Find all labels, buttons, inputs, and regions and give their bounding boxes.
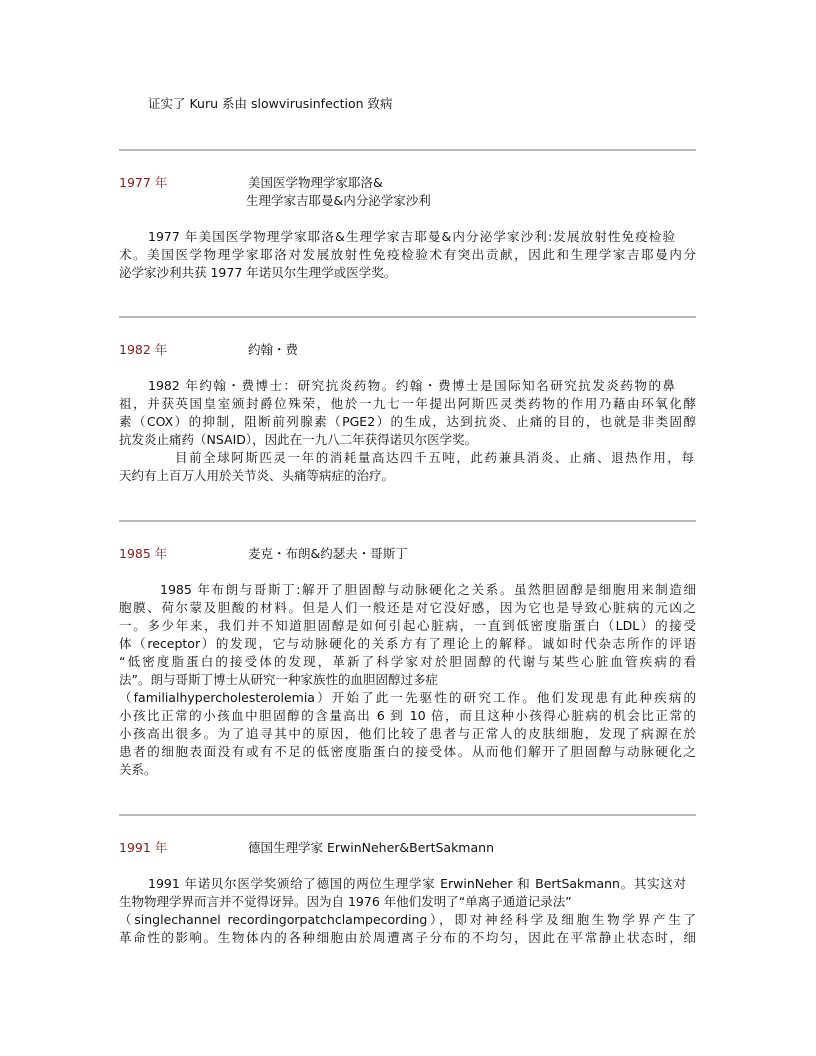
section-divider <box>119 316 696 318</box>
paragraph-line: 术。美国医学物理学家耶洛对发展放射性免疫检验术有突出贡献，因此和生理学家吉耶曼内分 <box>119 247 696 262</box>
paragraph-line: 革命性的影响。生物体内的各种细胞由於周遭离子分布的不均匀，因此在平常静止状态时，细 <box>119 930 696 945</box>
section-year: 1977 年 <box>119 175 168 190</box>
paragraph-line: 小孩高出很多。为了追寻其中的原因，他们比较了患者与正常人的皮肤细胞，发现了病源在於 <box>119 726 696 741</box>
paragraph-line: 1991 年诺贝尔医学奖颁给了德国的两位生理学家 ErwinNeher 和 BertSakmann。其实这对 <box>148 876 686 891</box>
section-title: 德国生理学家 ErwinNeher&BertSakmann <box>248 840 494 855</box>
section-year: 1991 年 <box>119 840 168 855</box>
paragraph-line: 生物物理学界而言并不觉得讶异。因为自 1976 年他们发明了“单离子通道记录法” <box>119 894 572 909</box>
paragraph-line: 1977 年美国医学物理学家耶洛&生理学家吉耶曼&内分泌学家沙利:发展放射性免疫检验 <box>148 229 675 244</box>
section-divider <box>119 814 696 816</box>
paragraph-line: 体（receptor）的发现，它与动脉硬化的关系方有了理论上的解释。诚如时代杂志所作的评语 <box>119 636 696 651</box>
paragraph-line: 一。多少年来，我们并不知道胆固醇是如何引起心脏病，一直到低密度脂蛋白（LDL）的接受 <box>119 618 696 633</box>
paragraph-line: （singlechannel recordingorpatchclampecording），即对神经科学及细胞生物学界产生了 <box>119 912 696 927</box>
paragraph-line: 关系。 <box>119 762 157 777</box>
paragraph-line: 1982 年约翰・费博士：研究抗炎药物。约翰・费博士是国际知名研究抗发炎药物的鼻 <box>148 378 675 393</box>
section-title: 麦克・布朗&约瑟夫・哥斯丁 <box>248 546 408 561</box>
section-divider <box>119 149 696 151</box>
paragraph-line: 泌学家沙利共获 1977 年诺贝尔生理学或医学奖。 <box>119 265 397 280</box>
paragraph-line: 胞膜、荷尔蒙及胆酸的材料。但是人们一般还是对它没好感，因为它也是导致心脏病的元凶之 <box>119 600 696 615</box>
paragraph-line: 1985 年布朗与哥斯丁:解开了胆固醇与动脉硬化之关系。虽然胆固醇是细胞用来制造细 <box>160 582 696 597</box>
section-year: 1985 年 <box>119 546 168 561</box>
paragraph-line: “低密度脂蛋白的接受体的发现，革新了科学家对於胆固醇的代谢与某些心脏血管疾病的看 <box>119 654 696 669</box>
section-title: 美国医学物理学家耶洛& <box>248 175 383 190</box>
section-divider <box>119 520 696 522</box>
section-title: 约翰・费 <box>248 342 299 357</box>
paragraph-line: 祖，并获英国皇室颁封爵位殊荣，他於一九七一年提出阿斯匹灵类药物的作用乃藉由环氧化酵 <box>119 396 696 411</box>
paragraph-line: 目前全球阿斯匹灵一年的消耗量高达四千五吨，此药兼具消炎、止痛、退热作用，每 <box>175 450 694 465</box>
paragraph-line: 天约有上百万人用於关节炎、头痛等病症的治疗。 <box>119 468 395 483</box>
section-year: 1982 年 <box>119 342 168 357</box>
paragraph-line: 患者的细胞表面没有或有不足的低密度脂蛋白的接受体。从而他们解开了胆固醇与动脉硬化之 <box>119 744 696 759</box>
paragraph-line: 抗发炎止痛药（NSAID），因此在一九八二年获得诺贝尔医学奖。 <box>119 432 478 447</box>
section-title: 生理学家吉耶曼&内分泌学家沙利 <box>246 193 431 208</box>
paragraph-line: 素（COX）的抑制，阻断前列腺素（PGE2）的生成，达到抗炎、止痛的目的，也就是非类固醇 <box>119 414 696 429</box>
paragraph-line: 法”。朗与哥斯丁博士从研究一种家族性的血胆固醇过多症 <box>119 672 438 687</box>
paragraph-line: 小孩比正常的小孩血中胆固醇的含量高出 6 到 10 倍，而且这种小孩得心脏病的机会比正常的 <box>119 708 696 723</box>
intro-text: 证实了 Kuru 系由 slowvirusinfection 致病 <box>148 96 393 111</box>
paragraph-line: （familialhypercholesterolemia）开始了此一先驱性的研究工作。他们发现患有此种疾病的 <box>119 690 696 705</box>
